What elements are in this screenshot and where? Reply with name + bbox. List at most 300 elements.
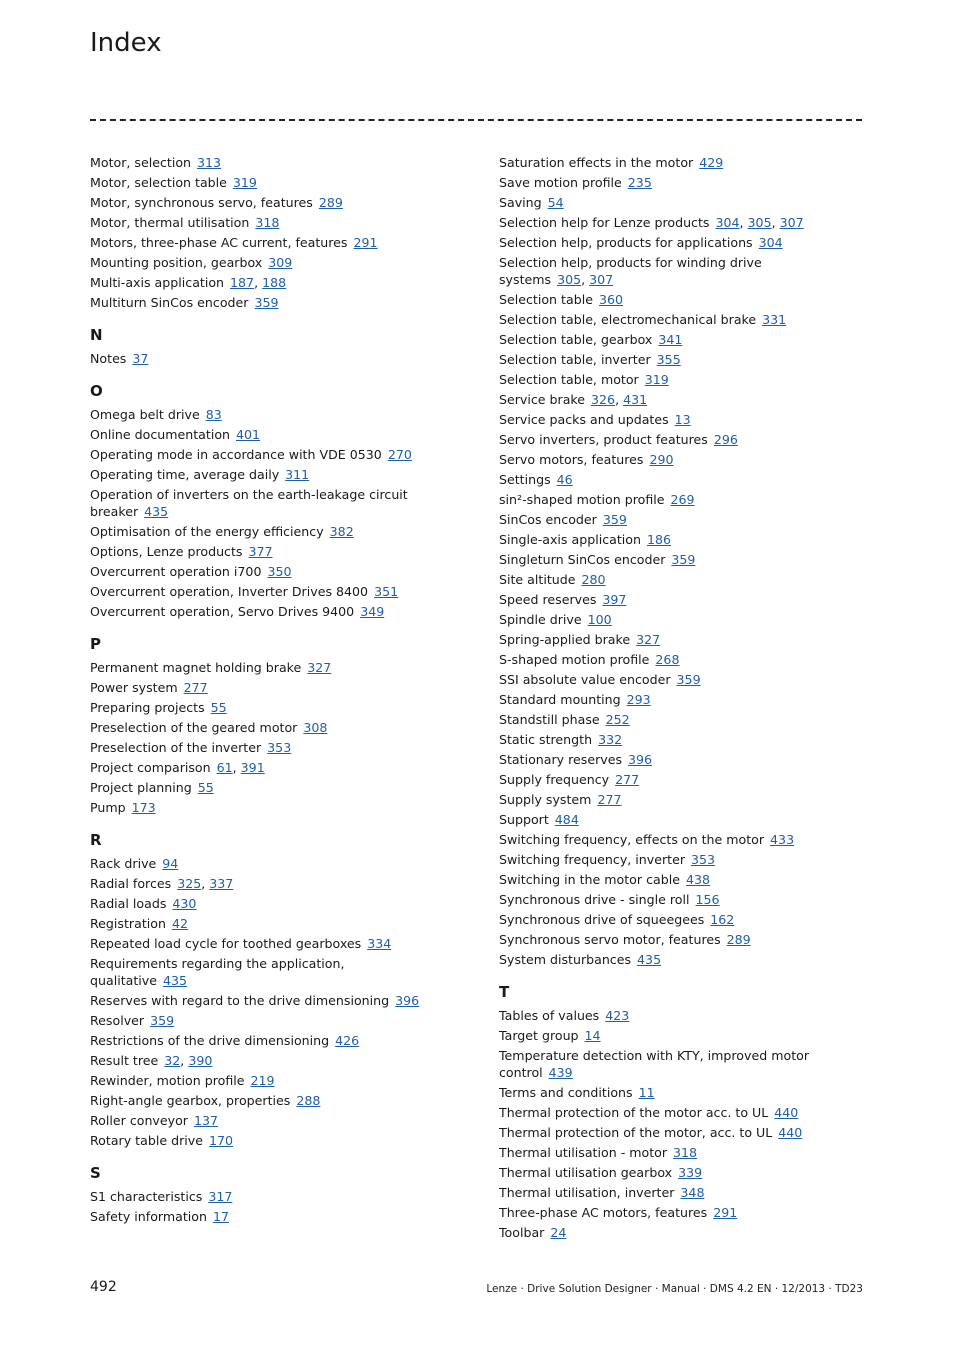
page-link[interactable]: 423 (605, 1008, 630, 1023)
page-link[interactable]: 270 (387, 447, 412, 462)
index-entry (90, 679, 445, 696)
index-entry-term: Selection table, motor (499, 372, 639, 387)
page-link[interactable]: 277 (615, 772, 640, 787)
index-entry-term: Preparing projects (90, 700, 205, 715)
page-separator: , (615, 392, 620, 407)
index-entry (499, 891, 871, 908)
page-title: Index (90, 28, 162, 58)
index-entry-term: Switching frequency, effects on the motor (499, 832, 765, 847)
section-letter: S (90, 1164, 101, 1182)
index-entry (499, 1184, 871, 1201)
index-entry (90, 523, 445, 540)
index-entry-term: Permanent magnet holding brake (90, 660, 302, 675)
page-link[interactable]: 173 (131, 800, 156, 815)
page-link[interactable]: 440 (774, 1105, 799, 1120)
index-entry-term: Thermal protection of the motor acc. to UL (499, 1105, 769, 1120)
index-entry-term: Notes (90, 351, 127, 366)
index-entry (90, 935, 445, 952)
index-entry (499, 571, 871, 588)
index-entry (90, 895, 445, 912)
page-link[interactable]: 290 (649, 452, 674, 467)
page-link[interactable]: 359 (602, 512, 627, 527)
index-entry (499, 591, 871, 608)
index-entry (90, 350, 445, 367)
index-entry (90, 486, 445, 520)
index-entry (499, 1224, 871, 1241)
index-entry (90, 1188, 445, 1205)
index-entry (90, 214, 445, 231)
page-link[interactable]: 327 (636, 632, 661, 647)
page-link[interactable]: 24 (550, 1225, 567, 1240)
index-entry (90, 603, 445, 620)
page-link[interactable]: 288 (296, 1093, 321, 1108)
page-link[interactable]: 351 (374, 584, 399, 599)
index-entry-term: Operating mode in accordance with VDE 0530 (90, 447, 382, 462)
index-entry-term: Result tree (90, 1053, 159, 1068)
index-entry-term: System disturbances (499, 952, 632, 967)
index-entry (499, 1144, 871, 1161)
index-entry-term: Preselection of the geared motor (90, 720, 298, 735)
index-entry-term: Switching in the motor cable (499, 872, 680, 887)
page-link[interactable]: 390 (188, 1053, 213, 1068)
index-entry-term: Service packs and updates (499, 412, 669, 427)
header-divider (90, 119, 862, 121)
index-entry-term: Registration (90, 916, 166, 931)
index-entry-term: Synchronous servo motor, features (499, 932, 721, 947)
index-entry (90, 1132, 445, 1149)
page-link[interactable]: 429 (699, 155, 724, 170)
page-link[interactable]: 277 (597, 792, 622, 807)
page-link[interactable]: 313 (197, 155, 222, 170)
index-entry (499, 391, 871, 408)
page-link[interactable]: 341 (658, 332, 683, 347)
page-link[interactable]: 353 (267, 740, 292, 755)
page-link[interactable]: 304 (758, 235, 783, 250)
page-link[interactable]: 317 (208, 1189, 233, 1204)
index-entry-term: Right-angle gearbox, properties (90, 1093, 291, 1108)
index-entry (90, 234, 445, 251)
page-link[interactable]: 170 (208, 1133, 233, 1148)
index-entry (499, 174, 871, 191)
index-entry (90, 1112, 445, 1129)
page-link[interactable]: 318 (255, 215, 280, 230)
page-link[interactable]: 305 (557, 272, 582, 287)
index-entry-term: Motor, selection table (90, 175, 227, 190)
index-entry (499, 531, 871, 548)
page-link[interactable]: 289 (318, 195, 343, 210)
index-entry (499, 791, 871, 808)
index-entry (499, 1027, 871, 1044)
page-link[interactable]: 305 (747, 215, 772, 230)
index-entry-term: Overcurrent operation i700 (90, 564, 262, 579)
index-entry-term: Switching frequency, inverter (499, 852, 686, 867)
index-entry-term: Speed reserves (499, 592, 597, 607)
index-entry-term: Optimisation of the energy efficiency (90, 524, 324, 539)
index-entry-term: Thermal protection of the motor, acc. to UL (499, 1125, 773, 1140)
page-link[interactable]: 359 (676, 672, 701, 687)
index-entry-term: Selection help, products for winding drive systems (499, 255, 762, 287)
index-entry (90, 446, 445, 463)
index-entry-term: SinCos encoder (499, 512, 597, 527)
index-entry-term: Pump (90, 800, 126, 815)
index-entry-term: Radial forces (90, 876, 172, 891)
index-entry (499, 1204, 871, 1221)
index-entry (499, 194, 871, 211)
index-entry (499, 351, 871, 368)
index-entry-term: Terms and conditions (499, 1085, 633, 1100)
page-link[interactable]: 396 (395, 993, 420, 1008)
page-separator: , (581, 272, 586, 287)
page-link[interactable]: 308 (303, 720, 328, 735)
page-link[interactable]: 14 (584, 1028, 601, 1043)
index-entry (90, 875, 445, 892)
index-entry-term: Synchronous drive - single roll (499, 892, 690, 907)
index-entry-term: Singleturn SinCos encoder (499, 552, 666, 567)
page-link[interactable]: 331 (762, 312, 787, 327)
index-entry-term: Toolbar (499, 1225, 545, 1240)
page-link[interactable]: 339 (678, 1165, 703, 1180)
page-link[interactable]: 307 (779, 215, 804, 230)
index-entry (499, 851, 871, 868)
page-link[interactable]: 353 (691, 852, 716, 867)
index-column-left (90, 154, 445, 1228)
page-link[interactable]: 11 (638, 1085, 655, 1100)
page-link[interactable]: 348 (680, 1185, 705, 1200)
page-separator: , (771, 215, 776, 230)
page-link[interactable]: 438 (685, 872, 710, 887)
index-entry (90, 1052, 445, 1069)
page-link[interactable]: 319 (232, 175, 257, 190)
index-entry-term: Servo inverters, product features (499, 432, 708, 447)
index-entry-term: Overcurrent operation, Inverter Drives 8400 (90, 584, 369, 599)
index-entry (499, 611, 871, 628)
page-separator: , (254, 275, 259, 290)
index-entry (90, 583, 445, 600)
page-link[interactable]: 54 (547, 195, 564, 210)
index-entry-term: Radial loads (90, 896, 167, 911)
index-entry (499, 1104, 871, 1121)
page-link[interactable]: 46 (556, 472, 573, 487)
index-entry (90, 779, 445, 796)
index-entry-term: Overcurrent operation, Servo Drives 9400 (90, 604, 355, 619)
page-link[interactable]: 17 (212, 1209, 230, 1224)
index-entry (499, 931, 871, 948)
index-entry-term: Rotary table drive (90, 1133, 203, 1148)
page-link[interactable]: 359 (671, 552, 696, 567)
page-link[interactable]: 325 (177, 876, 202, 891)
page-separator: , (201, 876, 206, 891)
index-entry-term: Three-phase AC motors, features (499, 1205, 708, 1220)
page-link[interactable]: 397 (602, 592, 627, 607)
page-link[interactable]: 235 (627, 175, 652, 190)
page-link[interactable]: 350 (267, 564, 292, 579)
page-link[interactable]: 349 (360, 604, 385, 619)
page-separator: , (232, 760, 237, 775)
index-entry (499, 491, 871, 508)
page-link[interactable]: 430 (172, 896, 197, 911)
index-entry (90, 855, 445, 872)
page-link[interactable]: 32 (164, 1053, 181, 1068)
page-link[interactable]: 280 (581, 572, 606, 587)
index-entry-term: Saving (499, 195, 542, 210)
index-entry-term: Settings (499, 472, 551, 487)
page-link[interactable]: 382 (329, 524, 354, 539)
page-link[interactable]: 327 (307, 660, 332, 675)
index-entry (90, 194, 445, 211)
section-letter: R (90, 831, 102, 849)
index-entry (90, 915, 445, 932)
page-link[interactable]: 355 (656, 352, 681, 367)
index-entry (499, 551, 871, 568)
page-link[interactable]: 156 (695, 892, 720, 907)
page-link[interactable]: 296 (713, 432, 738, 447)
page-link[interactable]: 186 (646, 532, 672, 547)
index-entry-term: Save motion profile (499, 175, 622, 190)
page-link[interactable]: 304 (715, 215, 740, 230)
index-entry (90, 563, 445, 580)
index-entry-term: Multi-axis application (90, 275, 225, 290)
index-entry-term: Requirements regarding the application, qualitative (90, 956, 345, 988)
index-entry (90, 466, 445, 483)
index-entry-term: Operation of inverters on the earth-leakage circuit breaker (90, 487, 408, 519)
page-link[interactable]: 219 (250, 1073, 275, 1088)
page-number: 492 (90, 1279, 117, 1295)
page-link[interactable]: 162 (710, 912, 735, 927)
page-link[interactable]: 137 (193, 1113, 219, 1128)
page-link[interactable]: 433 (770, 832, 795, 847)
page-link[interactable]: 334 (367, 936, 392, 951)
index-entry (499, 631, 871, 648)
index-entry (499, 471, 871, 488)
page-link[interactable]: 359 (254, 295, 279, 310)
page-link[interactable]: 37 (132, 351, 149, 366)
index-entry-term: Static strength (499, 732, 593, 747)
page-link[interactable]: 268 (655, 652, 680, 667)
index-entry (499, 1007, 871, 1024)
index-entry (499, 411, 871, 428)
index-entry-term: Service brake (499, 392, 586, 407)
page-link[interactable]: 337 (209, 876, 234, 891)
index-entry-term: Target group (499, 1028, 579, 1043)
index-entry (499, 311, 871, 328)
index-entry (499, 1084, 871, 1101)
page-link[interactable]: 188 (262, 275, 287, 290)
index-entry-term: Spindle drive (499, 612, 582, 627)
index-entry-term: Motors, three-phase AC current, features (90, 235, 348, 250)
index-entry-term: Synchronous drive of squeegees (499, 912, 705, 927)
index-entry-term: Repeated load cycle for toothed gearboxes (90, 936, 362, 951)
page-link[interactable]: 326 (591, 392, 616, 407)
index-entry-term: Reserves with regard to the drive dimensioning (90, 993, 390, 1008)
page-link[interactable]: 391 (240, 760, 265, 775)
page-link[interactable]: 435 (162, 973, 188, 988)
page-link[interactable]: 332 (598, 732, 623, 747)
page-link[interactable]: 291 (713, 1205, 738, 1220)
page-link[interactable]: 307 (589, 272, 614, 287)
index-entry-term: Thermal utilisation, inverter (499, 1185, 675, 1200)
index-entry (90, 154, 445, 171)
page-link[interactable]: 83 (205, 407, 222, 422)
footer-text: Lenze · Drive Solution Designer · Manual · DMS 4.2 EN · 12/2013 · TD23 (486, 1283, 863, 1295)
index-entry (499, 291, 871, 308)
page-link[interactable]: 277 (183, 680, 208, 695)
index-entry-term: sin²-shaped motion profile (499, 492, 665, 507)
page-link[interactable]: 293 (626, 692, 651, 707)
page-link[interactable]: 396 (628, 752, 653, 767)
index-entry-term: Site altitude (499, 572, 576, 587)
page-link[interactable]: 435 (637, 952, 662, 967)
index-column-right (499, 154, 871, 1244)
page-link[interactable]: 311 (285, 467, 310, 482)
page-separator: , (180, 1053, 185, 1068)
index-entry (90, 719, 445, 736)
page-link[interactable]: 309 (268, 255, 293, 270)
index-entry (499, 451, 871, 468)
index-entry (499, 831, 871, 848)
index-entry (90, 254, 445, 271)
page-link[interactable]: 187 (230, 275, 255, 290)
index-entry (499, 234, 871, 251)
page-link[interactable]: 377 (248, 544, 273, 559)
index-entry (90, 659, 445, 676)
page-separator: , (739, 215, 744, 230)
index-entry-term: Mounting position, gearbox (90, 255, 263, 270)
page-link[interactable]: 439 (548, 1065, 573, 1080)
page-link[interactable]: 291 (353, 235, 378, 250)
index-entry (90, 739, 445, 756)
page-link[interactable]: 100 (587, 612, 612, 627)
page-link[interactable]: 269 (670, 492, 695, 507)
index-entry (90, 799, 445, 816)
index-entry (499, 154, 871, 171)
index-entry (499, 1047, 871, 1081)
page-link[interactable]: 440 (778, 1125, 803, 1140)
index-entry-term: Omega belt drive (90, 407, 200, 422)
index-entry (499, 911, 871, 928)
index-entry-term: Motor, selection (90, 155, 192, 170)
index-entry-term: Standard mounting (499, 692, 621, 707)
index-entry-term: Restrictions of the drive dimensioning (90, 1033, 330, 1048)
index-entry (499, 671, 871, 688)
index-entry-term: Selection help for Lenze products (499, 215, 710, 230)
index-entry-term: Motor, synchronous servo, features (90, 195, 313, 210)
section-letter: O (90, 382, 103, 400)
page-link[interactable]: 319 (644, 372, 669, 387)
index-entry-term: Options, Lenze products (90, 544, 243, 559)
index-entry-term: Project comparison (90, 760, 211, 775)
index-entry (90, 992, 445, 1009)
index-entry (90, 759, 445, 776)
index-entry-term: Multiturn SinCos encoder (90, 295, 249, 310)
index-entry (90, 1012, 445, 1029)
index-entry-term: Safety information (90, 1209, 207, 1224)
index-entry (499, 711, 871, 728)
page-link[interactable]: 252 (605, 712, 630, 727)
index-entry (90, 426, 445, 443)
index-entry-term: Power system (90, 680, 178, 695)
index-entry (499, 751, 871, 768)
index-entry-term: Rewinder, motion profile (90, 1073, 245, 1088)
index-entry-term: SSI absolute value encoder (499, 672, 671, 687)
index-entry-term: Supply system (499, 792, 592, 807)
index-entry (499, 331, 871, 348)
index-entry-term: Stationary reserves (499, 752, 623, 767)
index-entry (499, 691, 871, 708)
index-entry-term: Resolver (90, 1013, 145, 1028)
index-entry (499, 771, 871, 788)
page-link[interactable]: 359 (150, 1013, 175, 1028)
page-link[interactable]: 360 (598, 292, 623, 307)
index-entry (499, 431, 871, 448)
page-link[interactable]: 289 (726, 932, 751, 947)
page-link[interactable]: 13 (674, 412, 691, 427)
section-letter: N (90, 326, 103, 344)
index-entry-term: Motor, thermal utilisation (90, 215, 250, 230)
page-link[interactable]: 431 (623, 392, 648, 407)
index-entry-term: S1 characteristics (90, 1189, 203, 1204)
index-entry-term: Online documentation (90, 427, 231, 442)
index-entry-term: Thermal utilisation - motor (499, 1145, 668, 1160)
index-entry-term: Project planning (90, 780, 192, 795)
index-entry-term: Preselection of the inverter (90, 740, 262, 755)
index-entry (499, 1164, 871, 1181)
index-entry-term: Tables of values (499, 1008, 600, 1023)
index-entry-term: Standstill phase (499, 712, 600, 727)
index-entry (90, 543, 445, 560)
section-letter: P (90, 635, 101, 653)
page-link[interactable]: 426 (335, 1033, 360, 1048)
index-entry-term: Selection table, electromechanical brake (499, 312, 757, 327)
index-entry-term: Selection table (499, 292, 593, 307)
index-entry-term: Single-axis application (499, 532, 641, 547)
page-link[interactable]: 94 (162, 856, 179, 871)
index-entry (90, 955, 445, 989)
index-entry-term: Selection table, gearbox (499, 332, 653, 347)
index-entry (499, 371, 871, 388)
index-entry (499, 214, 871, 231)
page-link[interactable]: 61 (216, 760, 233, 775)
page-link[interactable]: 42 (171, 916, 188, 931)
index-entry-term: Selection help, products for applications (499, 235, 753, 250)
index-entry (90, 174, 445, 191)
index-entry-term: Selection table, inverter (499, 352, 651, 367)
page-link[interactable]: 435 (144, 504, 169, 519)
index-entry (90, 1032, 445, 1049)
page-link[interactable]: 318 (673, 1145, 698, 1160)
page-link[interactable]: 55 (210, 700, 227, 715)
index-entry (499, 871, 871, 888)
index-entry-term: Spring-applied brake (499, 632, 631, 647)
page-link[interactable]: 484 (554, 812, 579, 827)
index-entry-term: Thermal utilisation gearbox (499, 1165, 673, 1180)
index-entry (90, 294, 445, 311)
index-entry-term: Support (499, 812, 549, 827)
page-link[interactable]: 401 (236, 427, 261, 442)
index-entry (499, 254, 871, 288)
index-entry (90, 1208, 445, 1225)
section-letter: T (499, 983, 510, 1001)
index-entry (499, 511, 871, 528)
index-entry-term: Operating time, average daily (90, 467, 280, 482)
index-entry (90, 406, 445, 423)
index-entry-term: Saturation effects in the motor (499, 155, 694, 170)
index-entry (499, 811, 871, 828)
index-entry (90, 1092, 445, 1109)
index-entry-term: S-shaped motion profile (499, 652, 650, 667)
page-link[interactable]: 55 (197, 780, 214, 795)
index-entry-term: Rack drive (90, 856, 157, 871)
index-entry (90, 699, 445, 716)
